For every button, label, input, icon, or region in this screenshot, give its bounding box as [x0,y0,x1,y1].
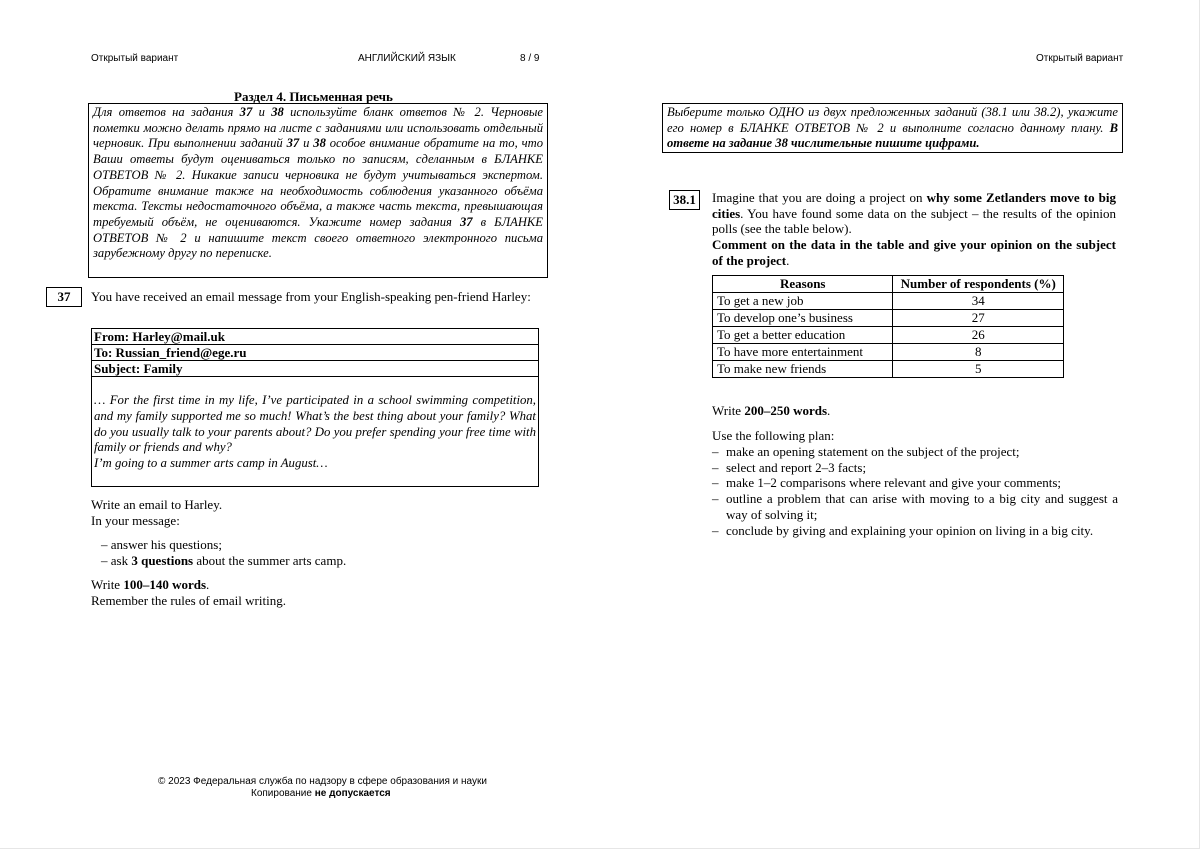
table-cell-percent: 8 [893,344,1064,361]
plan-item-text: conclude by giving and explaining your opinion on living in a big city. [726,522,1094,538]
plan-dash: – [712,444,719,459]
instructions-text-1: Для ответов на задания [93,105,240,119]
email-message-box [91,328,539,487]
instructions-text-4: особое внимание обратите на то, что Ваши ответы будут оцениваться только по записям, сделанным в БЛАНКЕ ОТВЕТОВ № 2. Никакие записи черновика не будут учитываться экспертом. Обратите внимание также на необходимость соблюдения указанного объёма текста. Тексты недостаточного объёма, а также часть текста, превышающая требуемый объём, не оцениваются. Укажите номер задания [93,136,544,229]
table-header-row [713,276,1064,293]
table-cell-reason: To get a better education [713,327,893,344]
instructions-box [88,103,548,278]
t38-words-post: . [827,403,831,418]
task-37-write-to: Write an email to Harley. [91,497,223,512]
table-cell-percent: 5 [893,361,1064,378]
table-cell-percent: 27 [893,310,1064,327]
task-37-number: 37 [46,287,82,307]
table-cell-percent: 34 [893,293,1064,310]
plan-item-text: outline a problem that can arise with moving to a big city and suggest a way of solving it; [726,491,1118,522]
table-cell-reason: To make new friends [713,361,893,378]
instructions-num-38b: 38 [313,136,326,151]
plan-list [712,444,1118,538]
plan-item [712,523,1118,539]
plan-item [712,491,1118,522]
t38-words-bold: 200–250 words [744,403,828,418]
task-38-intro-pre: Imagine that you are doing a project on [712,190,927,205]
task-38-intro-bold: why some Zetlanders move to big cities [712,190,1116,221]
choice-text: Выберите только ОДНО из двух предложенных заданий (38.1 или 38.2), укажите его номер в БЛАНКЕ ОТВЕТОВ № 2 и выполните согласно данному плану. [667,105,1118,135]
table-row [713,310,1064,327]
instructions-num-37: 37 [239,105,253,119]
task-38-word-count [712,403,830,419]
plan-item-text: make 1–2 comparisons where relevant and give your comments; [726,475,1062,491]
comment-bold: Comment on the data in the table and give your opinion on the subject of the project [712,237,1116,268]
words-post: . [206,577,210,592]
instructions-text-5: в БЛАНКЕ ОТВЕТОВ № 2 и напишите текст своего ответного электронного письма зарубежному другу по переписке. [93,214,543,261]
choice-bold: В ответе на задание 38 числительные пишите цифрами. [667,120,1118,151]
email-body [94,393,536,472]
table-cell-reason: To develop one’s business [713,310,893,327]
footer-copy-pre: Копирование [251,788,315,799]
task-37-bullet-ask [101,553,346,569]
table-row [713,327,1064,344]
plan-dash: – [712,522,719,538]
section-title: Раздел 4. Письменная речь [234,89,393,104]
header-subject: АНГЛИЙСКИЙ ЯЗЫК [358,53,456,64]
task-38-1-comment [712,237,1116,268]
plan-intro: Use the following plan: [712,428,835,443]
table-row [713,293,1064,310]
table-row [713,361,1064,378]
email-body-main: … For the first time in my life, I’ve participated in a school swimming competition, and my family supported me so much! What’s the best thing about your family? What do you usually talk to your parents about? Do you prefer spending your free time with family or friends and why? [94,393,536,455]
bullet-ask-pre: – ask [101,553,132,568]
plan-dash: – [712,475,719,491]
plan-item [712,460,1118,476]
instructions-num-37c: 37 [459,214,473,229]
table-row [713,344,1064,361]
instructions-num-37b: 37 [286,136,300,151]
table-cell-reason: To have more entertainment [713,344,893,361]
header-variant-left: Открытый вариант [91,53,179,64]
choice-instructions-box [662,103,1123,153]
respondents-table [712,275,1064,378]
plan-item-text: make an opening statement on the subject of the project; [726,444,1020,459]
task-38-1-number: 38.1 [669,190,700,210]
table-cell-percent: 26 [893,327,1064,344]
plan-dash: – [712,459,719,475]
email-from: From: Harley@mail.uk [92,329,538,345]
instructions-num-38: 38 [271,105,284,119]
plan-item-text: select and report 2–3 facts; [726,459,867,475]
words-pre: Write [91,577,124,592]
plan-dash: – [712,491,719,507]
plan-item [712,475,1118,491]
table-header-reasons: Reasons [713,276,893,293]
header-variant-right: Открытый вариант [1036,53,1124,64]
table-cell-reason: To get a new job [713,293,893,310]
footer-copyright: © 2023 Федеральная служба по надзору в сфере образования и науки [158,776,487,787]
email-subject: Subject: Family [92,361,538,377]
bullet-ask-post: about the summer arts camp. [193,553,347,568]
task-37-intro: You have received an email message from your English-speaking pen-friend Harley: [91,289,531,304]
email-body-camp: I’m going to a summer arts camp in August… [94,456,328,471]
task-37-in-message: In your message: [91,513,180,528]
words-bold: 100–140 words [123,577,207,592]
task-37-remember: Remember the rules of email writing. [91,593,286,608]
task-38-intro-post: . You have found some data on the subject – the results of the opinion polls (see the table below). [712,205,1116,237]
footer-copy-bold: не допускается [314,788,391,799]
instructions-text-2b: и [299,136,314,151]
table-header-respondents: Number of respondents (%) [893,276,1064,293]
plan-item [712,444,1118,460]
task-38-1-intro [712,190,1116,237]
footer-copy-notice [251,788,391,799]
bullet-ask-bold: 3 questions [131,553,194,568]
instructions-text-3: используйте бланк ответов № 2. Черновые пометки можно делать прямо на листе с заданиями или использовать отдельный черновик. При выполнении заданий [93,105,543,151]
header-page-number: 8 / 9 [520,53,540,64]
comment-end: . [786,252,790,268]
task-37-bullet-answer: – answer his questions; [101,537,222,552]
t38-words-pre: Write [712,403,745,418]
task-37-word-count [91,577,209,593]
email-to: To: Russian_friend@ege.ru [92,345,538,361]
instructions-text-2: и [252,105,272,119]
